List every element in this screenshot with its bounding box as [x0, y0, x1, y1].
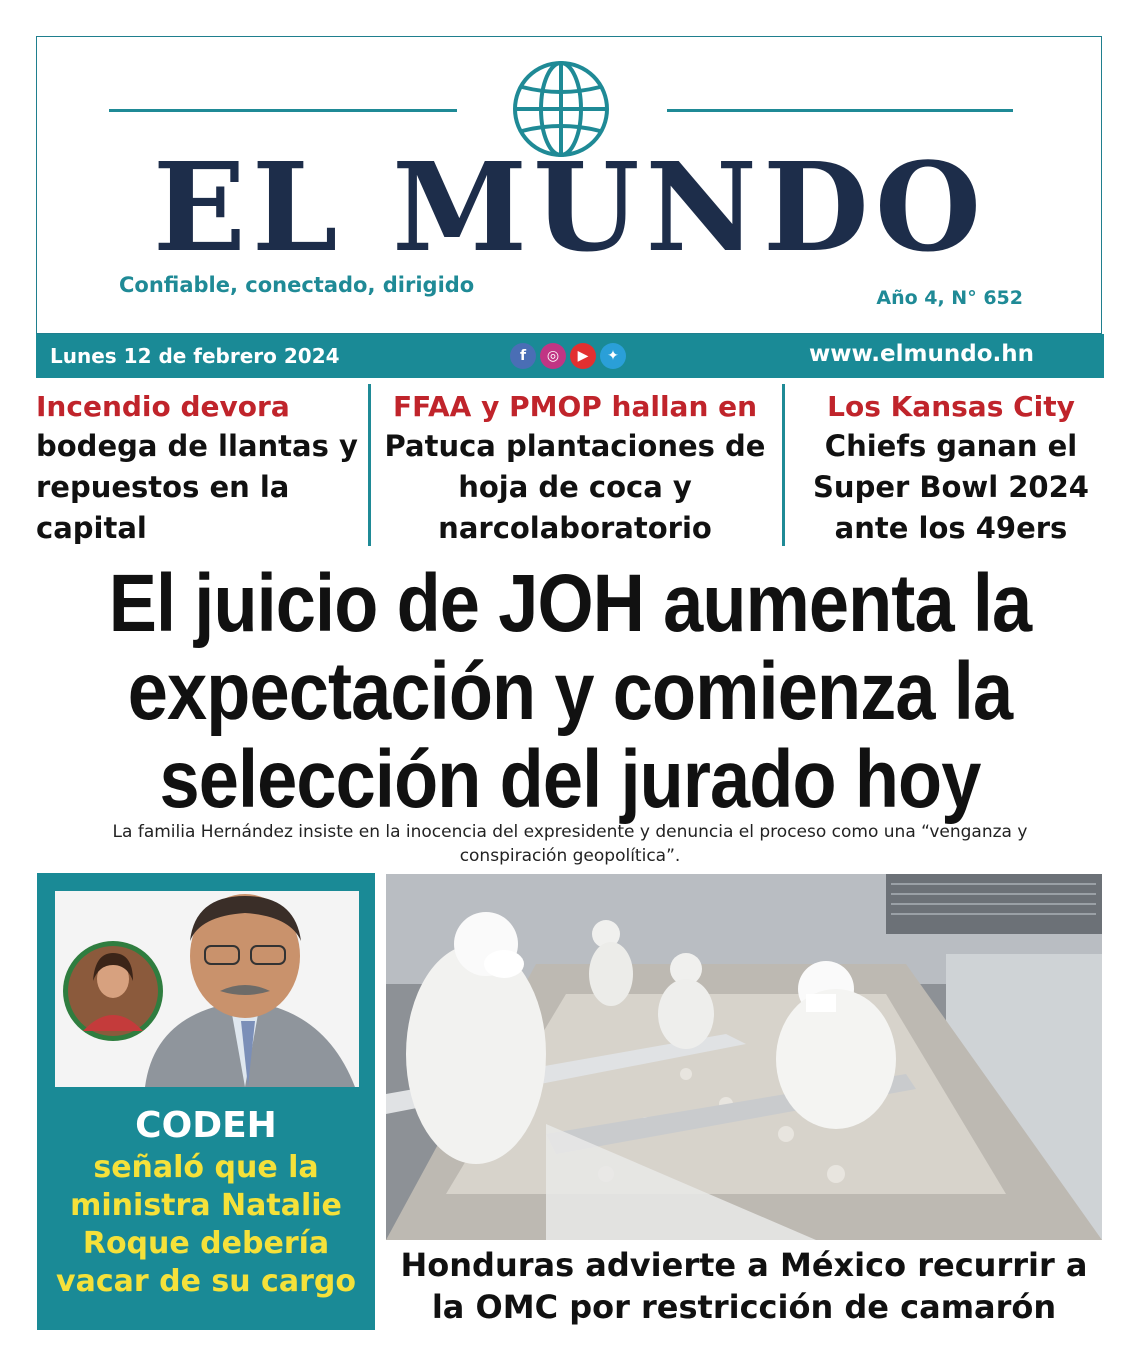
masthead [36, 36, 1102, 334]
issue-number: Año 4, N° 652 [876, 287, 1023, 309]
masthead-rule-right [667, 109, 1013, 112]
instagram-icon[interactable]: ◎ [540, 343, 566, 369]
publication-date: Lunes 12 de febrero 2024 [50, 344, 340, 368]
column-divider [368, 384, 371, 546]
tagline: Confiable, conectado, dirigido [119, 273, 475, 297]
column-divider [782, 384, 785, 546]
brief-coca[interactable] [380, 388, 770, 549]
masthead-rule-left [109, 109, 457, 112]
newspaper-logo[interactable]: EL MUNDO [152, 135, 988, 279]
youtube-icon[interactable]: ▶ [570, 343, 596, 369]
brief-body: Patuca plantaciones de hoja de coca y narcolaboratorio [384, 429, 766, 545]
codeh-text: señaló que la ministra Natalie Roque debería vacar de su cargo [56, 1150, 356, 1299]
twitter-icon[interactable]: ✦ [600, 343, 626, 369]
brief-kicker: FFAA y PMOP hallan en [392, 390, 758, 423]
brief-superbowl[interactable] [796, 388, 1106, 549]
shrimp-headline[interactable]: Honduras advierte a México recurrir a la OMC por restricción de camarón [400, 1246, 1088, 1326]
shrimp-plant-photo [386, 874, 1102, 1240]
codeh-story[interactable] [37, 873, 375, 1330]
website-link[interactable]: www.elmundo.hn [809, 341, 1034, 367]
facebook-icon[interactable]: f [510, 343, 536, 369]
brief-body: Chiefs ganan el Super Bowl 2024 ante los 49ers [813, 429, 1089, 545]
lead-headline[interactable]: El juicio de JOH aumenta la expectación y comienza la selección del jurado hoy [108, 558, 1032, 825]
brief-kicker: Los Kansas City [827, 390, 1075, 423]
brief-body: bodega de llantas y repuestos en la capital [36, 429, 358, 545]
codeh-title: CODEH [135, 1105, 277, 1146]
brief-fire[interactable] [36, 388, 360, 549]
codeh-photo [55, 891, 359, 1087]
social-icons [510, 343, 626, 369]
date-bar [36, 334, 1104, 378]
lead-dek: La familia Hernández insiste en la inocencia del expresidente y denuncia el proceso como una “venganza y conspiración geopolítica”. [112, 822, 1028, 866]
brief-kicker: Incendio devora [36, 390, 290, 423]
